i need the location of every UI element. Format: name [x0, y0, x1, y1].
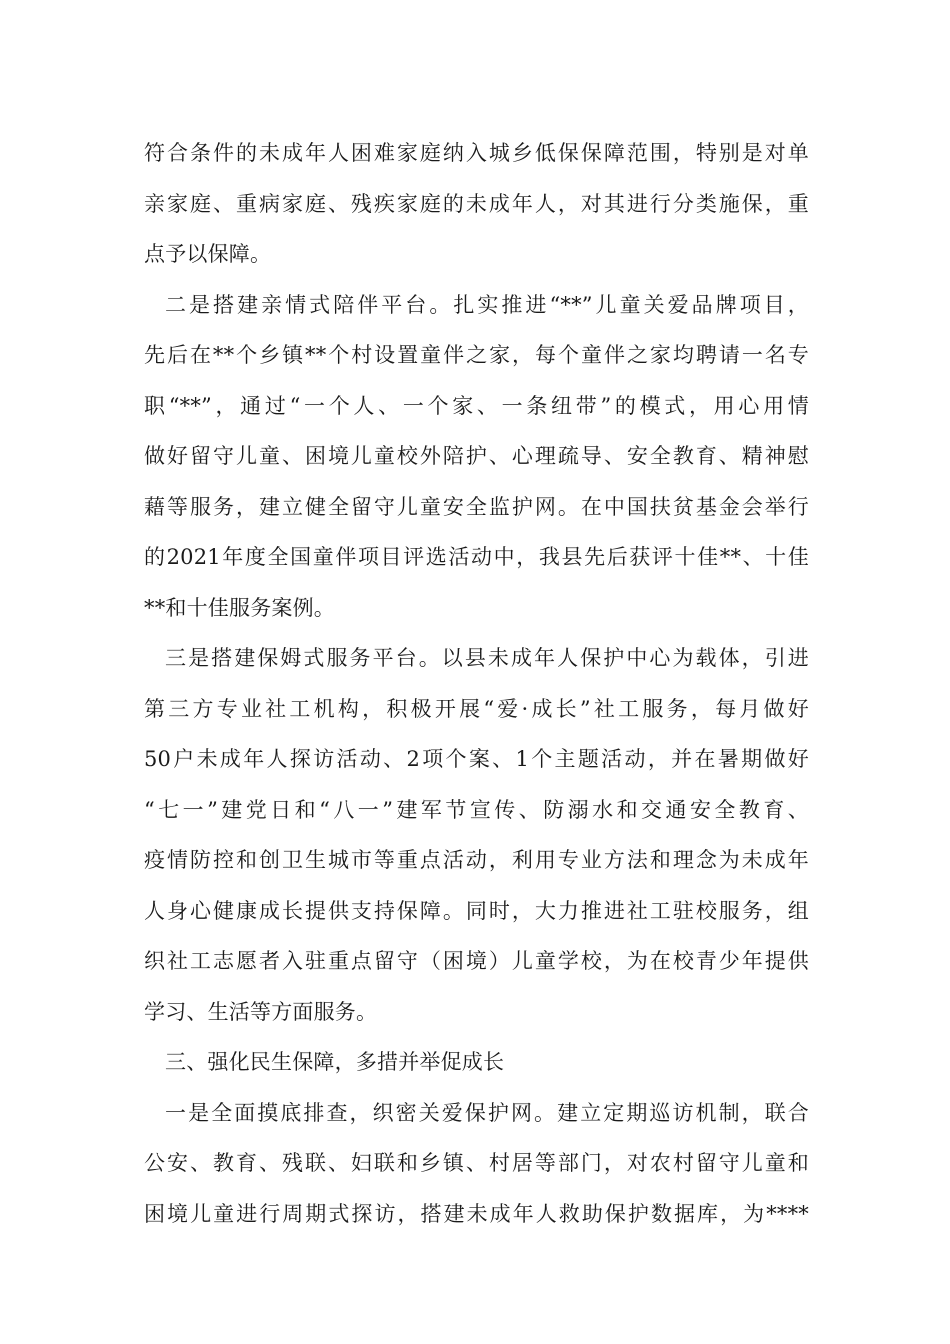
text-line: “七一”建党日和“八一”建军节宣传、防溺水和交通安全教育、 [144, 797, 809, 822]
text-line: **和十佳服务案例。 [144, 595, 335, 620]
text-line: 二是搭建亲情式陪伴平台。扎实推进“**”儿童关爱品牌项目， [165, 292, 809, 317]
text-line: 50户未成年人探访活动、2项个案、1个主题活动，并在暑期做好 [144, 747, 809, 771]
text-line: 亲家庭、重病家庭、残疾家庭的未成年人，对其进行分类施保，重 [144, 191, 809, 216]
body-text [144, 128, 809, 1239]
text-line: 疫情防控和创卫生城市等重点活动，利用专业方法和理念为未成年 [144, 848, 809, 872]
text-line: 公安、教育、残联、妇联和乡镇、村居等部门，对农村留守儿童和 [144, 1151, 809, 1175]
text-line: 做好留守儿童、困境儿童校外陪护、心理疏导、安全教育、精神慰 [144, 444, 809, 468]
text-line: 人身心健康成长提供支持保障。同时，大力推进社工驻校服务，组 [144, 898, 809, 923]
text-line: 织社工志愿者入驻重点留守（困境）儿童学校，为在校青少年提供 [144, 949, 809, 973]
text-line: 的2021年度全国童伴项目评选活动中，我县先后获评十佳**、十佳 [144, 545, 809, 569]
text-line: 困境儿童进行周期式探访，搭建未成年人救助保护数据库，为**** [144, 1201, 809, 1226]
text-line: 符合条件的未成年人困难家庭纳入城乡低保保障范围，特别是对单 [144, 141, 809, 165]
text-line: 一是全面摸底排查，织密关爱保护网。建立定期巡访机制，联合 [165, 1100, 809, 1125]
text-line: 点予以保障。 [144, 242, 272, 266]
text-line: 学习、生活等方面服务。 [144, 999, 378, 1024]
text-line: 职“**”，通过“一个人、一个家、一条纽带”的模式，用心用情 [144, 393, 809, 418]
text-line: 藉等服务，建立健全留守儿童安全监护网。在中国扶贫基金会举行 [144, 494, 809, 519]
text-line: 三是搭建保姆式服务平台。以县未成年人保护中心为载体，引进 [165, 646, 809, 670]
text-line: 第三方专业社工机构，积极开展“爱·成长”社工服务，每月做好 [144, 696, 809, 721]
text-line: 三、强化民生保障，多措并举促成长 [165, 1050, 505, 1074]
text-line: 先后在**个乡镇**个村设置童伴之家，每个童伴之家均聘请一名专 [144, 343, 809, 367]
